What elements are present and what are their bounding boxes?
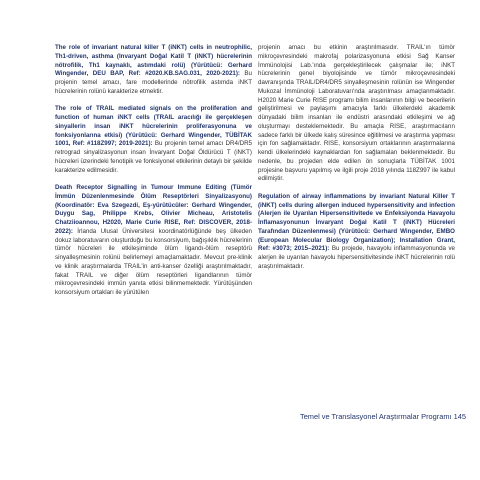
project-description: Bu projenin temel amacı, fare modellerinde nötrofilik astımda iNKT hücrelerinin rolünü karakterize etmektir. bbox=[55, 70, 252, 95]
page-footer bbox=[300, 412, 466, 421]
project-heading: Regulation of airway inflammations by invariant Natural Killer T (iNKT) cells during allergen induced hypersensitivity and infection (Alerjen ile Uyarılan Hipersensitivitede ve Enfeksiyonda Havayolu İnflamasyonunun İnvaryant Doğal Katil T (iNKT) Hücreleri Tarafından Düzenlenmesi) (Yürütücü: Gerhard Wingender, EMBO (European Molecular Biology Organization); Installation Grant, Ref: #3073; 2015–2021): bbox=[258, 192, 455, 253]
project-entry bbox=[258, 193, 455, 272]
project-heading: The role of invariant natural killer T (iNKT) cells in neutrophilic, Th1-driven, asthma (Invaryant Doğal Katil T (iNKT) hücrelerinin nötrofilik, Th1 kaynaklı, astımdaki rolü) (Yürütücü: Gerhard Wingender, DEU BAP, Ref: #2020.KB.SAG.031, 2020-2021): bbox=[55, 44, 252, 78]
project-description: projenin amacı bu etkinin araştırılmasıdır. TRAIL'ın tümör mikroçevresindeki makrofaj polarizasyonuna etkisi Sağ Kanser İmmünolojisi Lab.'ında gerçekleştirilecek çalışmalar ile; iNKT hücrelerinin genel biyolojisinde ve tümör mikroçevresindeki davranışında TRAIL/DR4/DR5 sinyalleşmesinin rolünün ise Wingender Mukozal İmmünoloji Laboratuvarı'nda araştırılması amaçlanmaktadır. H2020 Marie Curie RISE programı bilim insanlarının bilgi ve becerilerin geliştirilmesi ve paylaşımı amacıyla farklı ülkelerdeki akademik dünyadaki bilim insanları ile endüstri arasındaki etkileşimi ve ağ oluşturmayı desteklemektedir. Bu amaçla RISE, araştırmacıların sadece farklı bir ülkede kalış süresince eğitilmesi ve araştırma yapması için fon sağlamaktadır. RISE, konsorsiyum ortaklarının araştırmalarına kendi ülkelerindeki kaynaklardan fon sağlamaları beklenmektedir. Bu nedenle, bu projeden elde edilen ön sonuçlarla TÜBİTAK 1001 projesine başvuru yapılmış ve ilgili proje 2018 yılında 118Z997 ile kabul edilmiştir. bbox=[258, 44, 455, 183]
project-description: Bu projede, havayolu inflammasyonunda ve alerjen ile uyarılan havayolu hipersensitivitesinde iNKT hücrelerinin rolü araştırılmaktadır. bbox=[258, 245, 455, 270]
project-heading: Death Receptor Signalling in Tumour Immune Editing (Tümör İmmün Düzenlenmesinde Ölüm Reseptörleri Sinyalizasyonu) (Koordinatör: Eva Szegezdi, Eş-yürütücüler: Gerhard Wingender, Duygu Sag, Philippe Krebs, Olivier Micheau, Aristotelis Chatziioannou, H2020, Marie Curie RISE, Ref: DISCOVER, 2018-2022): bbox=[55, 184, 252, 235]
project-entry bbox=[55, 44, 252, 97]
project-description: Bu projenin temel amacı DR4/DR5 retrograd sinyalizasyonun insan İnvaryant Doğal Öldürücü T (iNKT) hücreleri üzerindeki fenotipik ve fonksiyonel etkilerinin detaylı bir şekilde karakterize edilmesidir. bbox=[55, 140, 252, 174]
project-entry bbox=[55, 184, 252, 298]
right-column bbox=[258, 44, 455, 280]
project-entry bbox=[55, 105, 252, 175]
project-heading: The role of TRAIL mediated signals on the proliferation and function of human iNKT cells (TRAIL aracılığı ile gerçekleşen sinyallerin insan iNKT hücrelerinin proliferasyonuna ve fonksiyonlarına etkisi) (Yürütücü: Gerhard Wingender, TÜBİTAK 1001, Ref: #118Z997; 2019-2021): bbox=[55, 105, 252, 148]
project-description: İrlanda Ulusal Üniversitesi koordinatörlüğünde beş ülkeden dokuz laboratuvarın oluşturduğu bu konsorsiyum, bağışıklık hücrelerinin tümör hücreleri ile etkileşiminde ölüm ligandı-ölüm reseptörü sinyalleşmesinin rolünü belirlemeyi amaçlamaktadır. Mevcut pre-klinik ve klinik araştırmalarda TRAIL'in anti-kanser özelliği araştırılmaktadır, fakat TRAIL ve diğer ölüm reseptörleri ligandlarının tümör mikroçevresindeki immün yanıta etkisi bilinmemektedir. Yürütüşünden konsorsiyum ortakları ile yürütülen bbox=[55, 227, 252, 296]
project-entry-continued bbox=[258, 44, 455, 184]
left-column bbox=[55, 44, 252, 307]
footer-text: Temel ve Translasyonel Araştırmalar Programı 145 bbox=[300, 412, 466, 421]
